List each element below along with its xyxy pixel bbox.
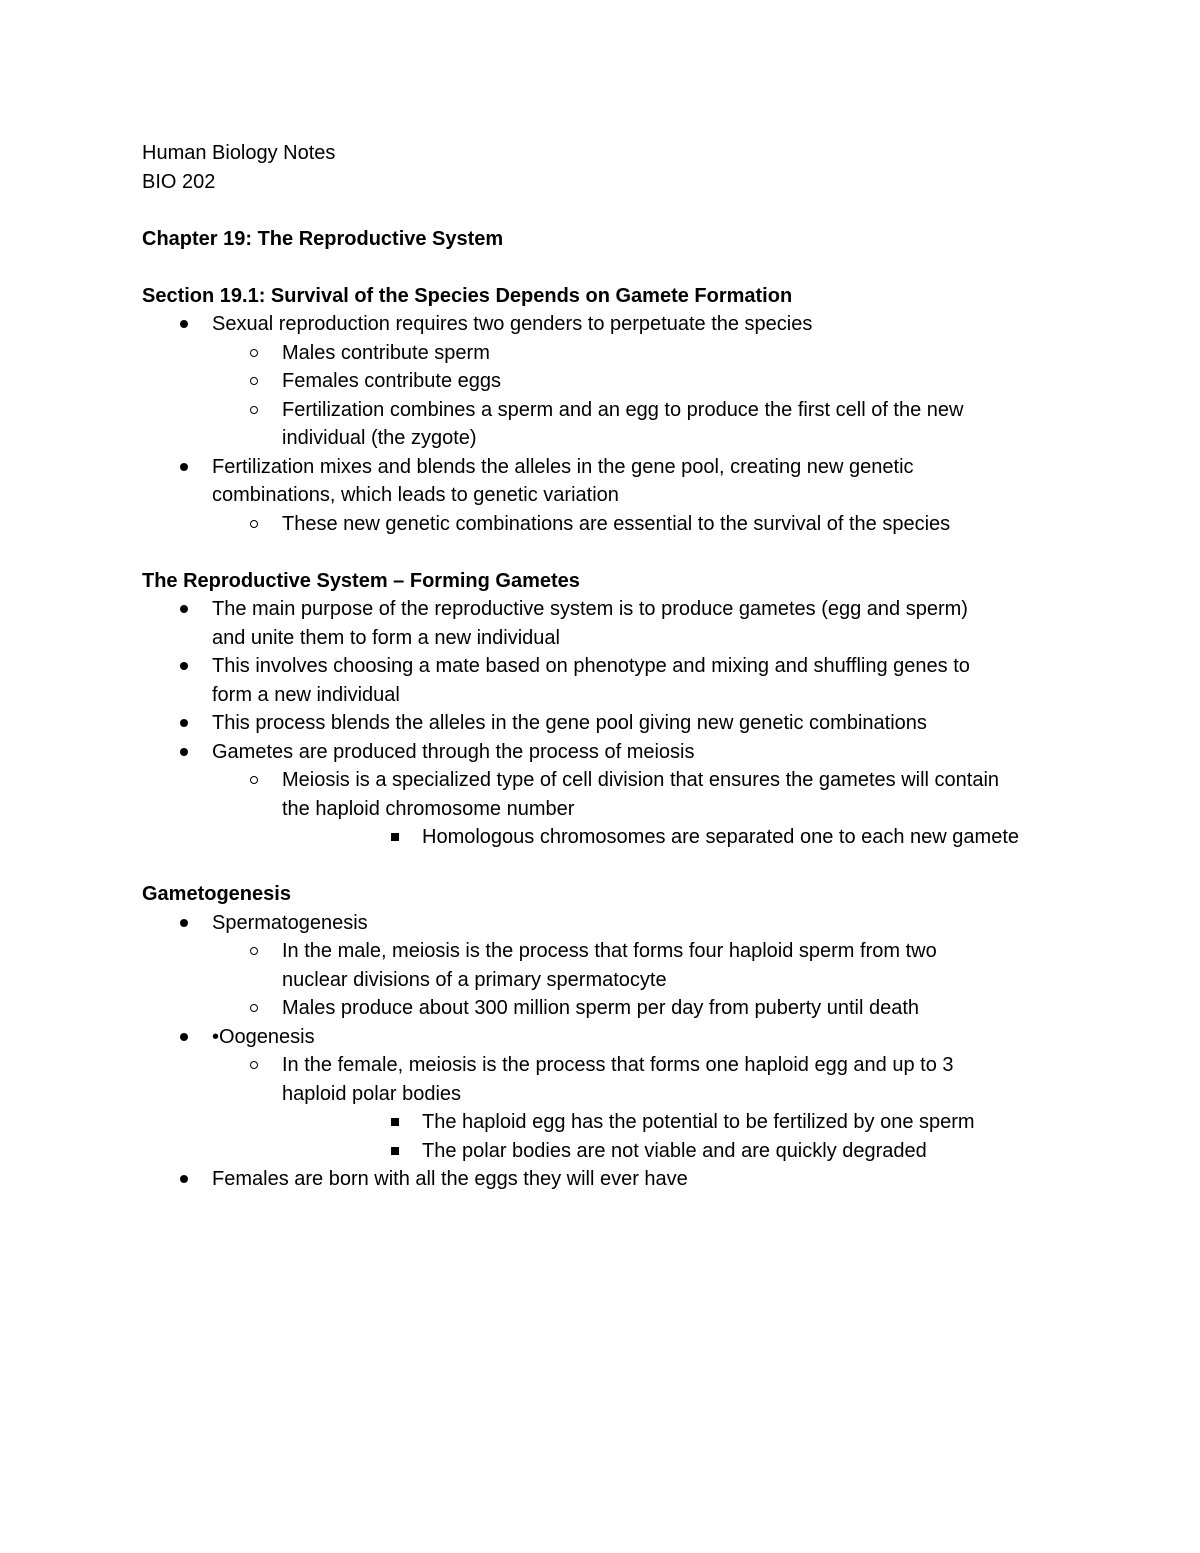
circle-bullet-icon	[250, 937, 258, 966]
list-item-text: In the female, meiosis is the process that forms one haploid egg and up to 3	[282, 1054, 954, 1076]
list-item-text: Sexual reproduction requires two genders to perpetuate the species	[212, 313, 813, 335]
document-title: Human Biology Notes	[142, 142, 336, 164]
list-item	[212, 1137, 1082, 1166]
disc-bullet-icon	[180, 709, 188, 738]
bullet-list-level-1	[142, 310, 1082, 538]
list-item-text: the haploid chromosome number	[282, 797, 575, 820]
list-item-text: Females are born with all the eggs they will ever have	[212, 1168, 688, 1190]
bullet-list-level-2	[142, 937, 1082, 1023]
circle-bullet-icon	[250, 367, 258, 396]
bullet-list-level-2	[142, 1051, 1082, 1165]
spacer	[142, 852, 1082, 881]
chapter-title: Chapter 19: The Reproductive System	[142, 227, 504, 250]
list-item-text: Fertilization mixes and blends the alleles in the gene pool, creating new genetic	[212, 455, 914, 478]
course-code: BIO 202	[142, 170, 216, 193]
list-item	[142, 937, 1082, 994]
bullet-list-level-2	[142, 339, 1082, 453]
bullet-list-level-1	[142, 909, 1082, 1194]
list-item	[142, 1023, 1082, 1166]
circle-bullet-icon	[250, 766, 258, 795]
bullet-list-level-1	[142, 595, 1082, 852]
bullet-list-level-2	[142, 510, 1082, 539]
list-item	[142, 1051, 1082, 1165]
list-item	[142, 310, 1082, 453]
circle-bullet-icon	[250, 1051, 258, 1080]
list-item	[142, 595, 1082, 652]
spacer	[142, 196, 1082, 225]
list-item	[212, 823, 1082, 852]
list-item	[142, 510, 1082, 539]
bullet-list-level-3	[212, 823, 1082, 852]
circle-bullet-icon	[250, 994, 258, 1023]
square-bullet-icon	[391, 1108, 399, 1137]
square-bullet-icon	[391, 1137, 399, 1166]
bullet-list-level-2	[142, 766, 1082, 852]
disc-bullet-icon	[180, 909, 188, 938]
list-item-text: haploid polar bodies	[282, 1082, 462, 1105]
list-item-text: This process blends the alleles in the gene pool giving new genetic combinations	[212, 712, 927, 734]
disc-bullet-icon	[180, 652, 188, 681]
circle-bullet-icon	[250, 339, 258, 368]
list-item-text: The polar bodies are not viable and are quickly degraded	[422, 1139, 927, 1162]
bullet-list-level-3	[212, 1108, 1082, 1165]
circle-bullet-icon	[250, 510, 258, 539]
list-item	[142, 453, 1082, 539]
disc-bullet-icon	[180, 1023, 188, 1052]
list-item-text: combinations, which leads to genetic variation	[212, 484, 619, 506]
list-item-text: Meiosis is a specialized type of cell division that ensures the gametes will contain	[282, 769, 1000, 791]
list-item-text: Females contribute eggs	[282, 370, 502, 392]
section-heading: Gametogenesis	[142, 883, 291, 905]
list-item	[142, 339, 1082, 368]
list-item	[142, 709, 1082, 738]
list-item-text: Males contribute sperm	[282, 341, 490, 364]
square-bullet-icon	[391, 823, 399, 852]
list-item-text: Spermatogenesis	[212, 911, 368, 934]
disc-bullet-icon	[180, 1165, 188, 1194]
disc-bullet-icon	[180, 310, 188, 339]
disc-bullet-icon	[180, 738, 188, 767]
list-item	[142, 766, 1082, 852]
list-item-text: form a new individual	[212, 683, 400, 706]
document-page	[142, 139, 1082, 1194]
disc-bullet-icon	[180, 453, 188, 482]
list-item	[142, 652, 1082, 709]
list-item-text: These new genetic combinations are essential to the survival of the species	[282, 512, 951, 535]
list-item	[142, 909, 1082, 1023]
list-item-text: nuclear divisions of a primary spermatocyte	[282, 968, 667, 991]
spacer	[142, 253, 1082, 282]
list-item	[142, 994, 1082, 1023]
section	[142, 282, 1082, 567]
list-item-text: The main purpose of the reproductive system is to produce gametes (egg and sperm)	[212, 598, 968, 620]
list-item-text: and unite them to form a new individual	[212, 626, 560, 649]
section	[142, 567, 1082, 881]
list-item-text: Males produce about 300 million sperm per day from puberty until death	[282, 997, 920, 1019]
list-item	[142, 738, 1082, 852]
spacer	[142, 538, 1082, 567]
list-item-text: individual (the zygote)	[282, 427, 477, 449]
list-item-text: •Oogenesis	[212, 1025, 315, 1048]
list-item-text: In the male, meiosis is the process that forms four haploid sperm from two	[282, 940, 937, 962]
sections-container	[142, 282, 1082, 1194]
section-heading: The Reproductive System – Forming Gametes	[142, 569, 580, 592]
list-item	[212, 1108, 1082, 1137]
list-item-text: Gametes are produced through the process of meiosis	[212, 740, 695, 763]
list-item	[142, 1165, 1082, 1194]
section	[142, 880, 1082, 1194]
disc-bullet-icon	[180, 595, 188, 624]
list-item	[142, 367, 1082, 396]
circle-bullet-icon	[250, 396, 258, 425]
list-item-text: The haploid egg has the potential to be fertilized by one sperm	[422, 1111, 975, 1133]
list-item-text: This involves choosing a mate based on phenotype and mixing and shuffling genes to	[212, 655, 970, 677]
list-item-text: Fertilization combines a sperm and an egg to produce the first cell of the new	[282, 398, 964, 421]
list-item	[142, 396, 1082, 453]
section-heading: Section 19.1: Survival of the Species Depends on Gamete Formation	[142, 284, 793, 307]
list-item-text: Homologous chromosomes are separated one to each new gamete	[422, 826, 1020, 848]
